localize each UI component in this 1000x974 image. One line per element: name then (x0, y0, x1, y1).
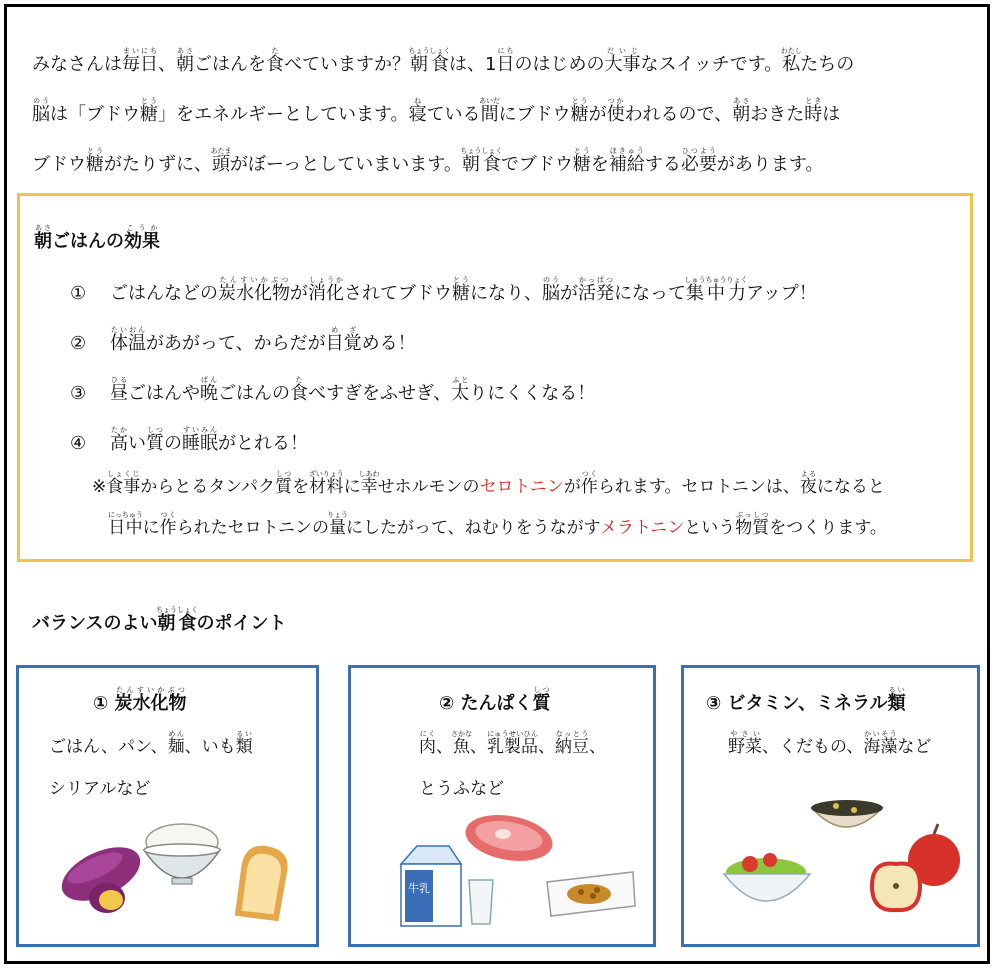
milk-carton-icon (401, 846, 461, 926)
balance-title: バランスのよい朝食ちょうしょくのポイント (32, 606, 287, 634)
card-title-protein: ② たんぱく質しつ (439, 686, 551, 714)
card-vitamins (681, 665, 980, 947)
card-title-vitamins: ③ ビタミン、ミネラル類るい (706, 686, 906, 714)
effects-box (17, 193, 973, 562)
effect-item-1: ① ごはんなどの炭水化物たんすいかぶつが消化しょうかされてブドウ糖とうになり、脳のうが活発かっぱつになって集中力しゅうちゅうりょくアップ！ (70, 276, 817, 304)
card-body-vitamins: 野菜やさい、くだもの、海藻かいそうなど (728, 730, 932, 757)
card-protein (348, 665, 656, 947)
salad-bowl-icon (724, 853, 810, 901)
carbohydrates-illustration (49, 816, 299, 926)
rice-bowl-icon (144, 824, 220, 884)
card-body-protein: 肉にく、魚さかな、乳製品にゅうせいひん、納豆なっとう、 とうふなど (419, 730, 606, 799)
intro-line-2: 脳のうは「ブドウ糖とう」をエネルギーとしています。寝ねている間あいだにブドウ糖とうが使つかわれるので、朝あさおきた時ときは (32, 97, 841, 125)
intro-line-3: ブドウ糖とうがたりずに、頭あたまがぼーっとしていまいます。朝食ちょうしょくでブドウ糖とうを補給ほきゅうする必要ひつようがあります。 (32, 147, 824, 175)
note-line-2: 日中にっちゅうに作つくられたセロトニンの量りょうにしたがって、ねむりをうながすメラトニンという物質ぶっしつをつくります。 (108, 511, 887, 538)
serotonin-note (92, 467, 962, 549)
note-line-1: ※食事しょくじからとるタンパク質しつを材料ざいりょうに幸しあわせホルモンのセロトニンが作つくられます。セロトニンは、夜よるになると (92, 470, 885, 497)
effects-title: 朝あさごはんの効果こうか (34, 224, 160, 252)
seaweed-bowl-icon (811, 800, 883, 827)
effect-item-4: ④ 高たかい質しつの睡眠すいみんがとれる！ (70, 426, 308, 454)
card-carbohydrates (16, 665, 319, 947)
intro-paragraph (32, 40, 962, 190)
milk-glass-icon (469, 880, 493, 924)
effect-item-3: ③ 昼ひるごはんや晩ばんごはんの食たべすぎをふせぎ、太ふとりにくくなる！ (70, 376, 596, 404)
serotonin-highlight: セロトニン (479, 477, 564, 497)
card-body-carbohydrates: ごはん、パン、麺めん、いも類るい シリアルなど (49, 730, 253, 799)
meat-icon (462, 809, 556, 868)
apple-icon (872, 824, 960, 910)
protein-illustration (397, 806, 647, 931)
card-title-carbohydrates: ① 炭水化物たんすいかぶつ (93, 686, 187, 714)
intro-line-1: みなさんは毎日まいにち、朝あさごはんを食たべていますか？朝食ちょうしょくは、1日にちのはじめの大事だいじなスイッチです。私わたしたちの (32, 47, 855, 75)
natto-icon (547, 872, 635, 916)
sweet-potato-icon (54, 836, 149, 913)
bread-icon (233, 842, 291, 923)
effect-item-2: ② 体温たいおんがあがって、からだが目覚めざめる！ (70, 326, 416, 354)
vitamins-illustration (720, 788, 970, 923)
melatonin-highlight: メラトニン (599, 518, 685, 538)
svg-text:牛乳: 牛乳 (408, 882, 430, 895)
